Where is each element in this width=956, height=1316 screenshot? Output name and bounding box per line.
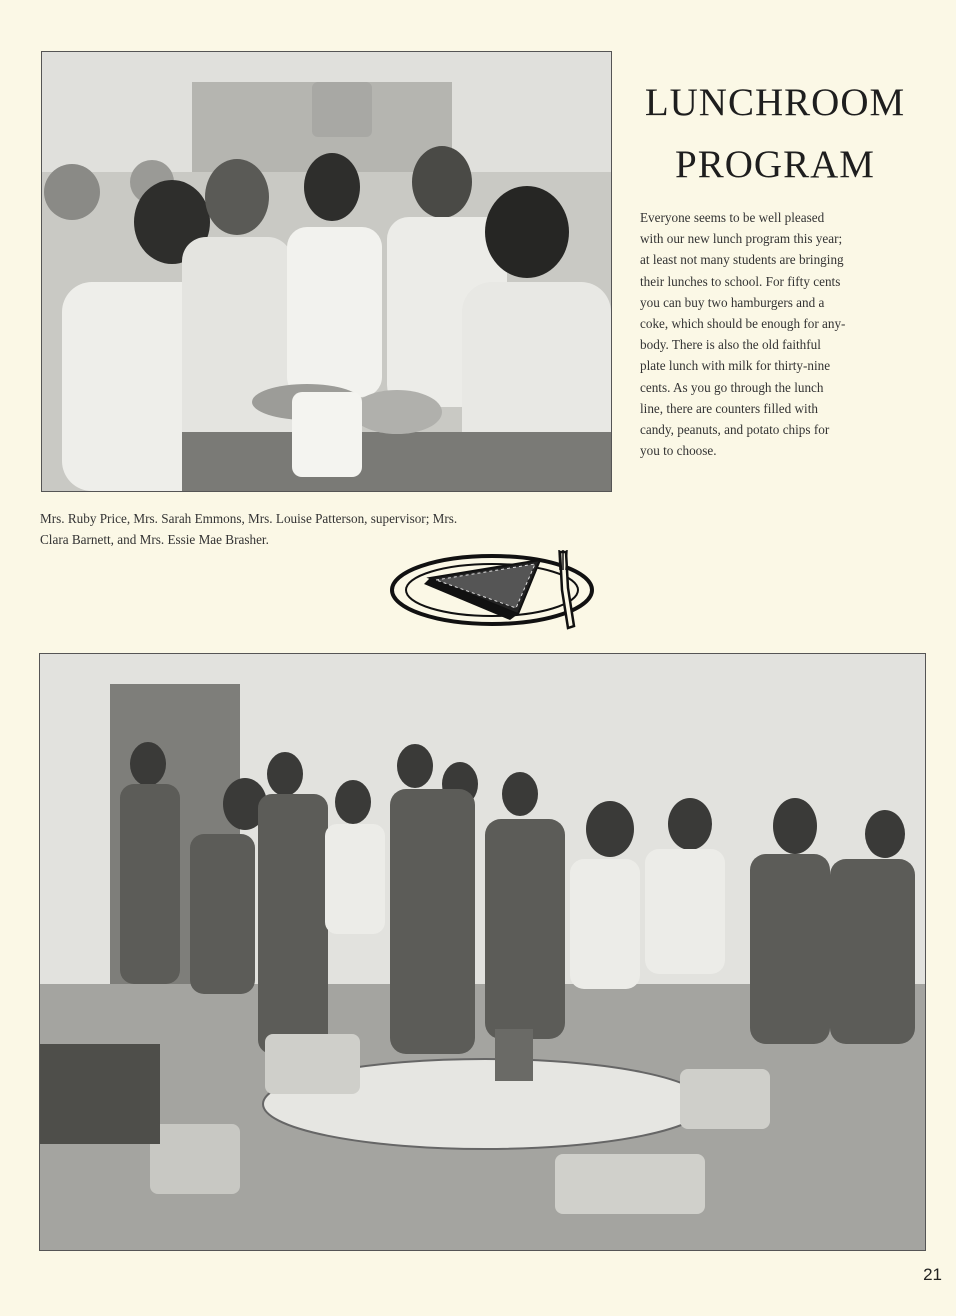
body-line: Everyone seems to be well pleased — [640, 210, 825, 225]
body-line: line, there are counters filled with — [640, 400, 818, 416]
body-line: at least not many students are bringing — [640, 252, 844, 268]
caption-line-1: Mrs. Ruby Price, Mrs. Sarah Emmons, Mrs. Louise Patterson, supervisor; Mrs. — [40, 511, 458, 526]
body-line: you to choose. — [640, 443, 717, 459]
body-line: candy, peanuts, and potato chips for — [640, 422, 830, 438]
caption-line-2: Clara Barnett, and Mrs. Essie Mae Brasher. — [40, 532, 269, 547]
body-line: plate lunch with milk for thirty-nine — [640, 358, 831, 374]
headline-line-1: LUNCHROOM — [644, 81, 906, 124]
lunch-line-photo-drawing — [40, 654, 925, 1250]
kitchen-photo-drawing — [42, 52, 611, 491]
photo-lunch-line — [39, 653, 926, 1251]
article-body — [640, 207, 930, 461]
body-line: cents. As you go through the lunch — [640, 379, 824, 395]
pie-plate-illustration — [390, 548, 608, 632]
page-number: 21 — [923, 1265, 942, 1284]
body-line: coke, which should be enough for any- — [640, 316, 846, 332]
photo-kitchen-staff — [41, 51, 612, 492]
body-line: their lunches to school. For fifty cents — [640, 273, 841, 289]
body-line: you can buy two hamburgers and a — [640, 294, 825, 310]
photo-caption — [40, 508, 620, 550]
headline-line-2: PROGRAM — [675, 143, 875, 186]
body-line: with our new lunch program this year; — [640, 231, 843, 247]
body-line: body. There is also the old faithful — [640, 337, 821, 353]
